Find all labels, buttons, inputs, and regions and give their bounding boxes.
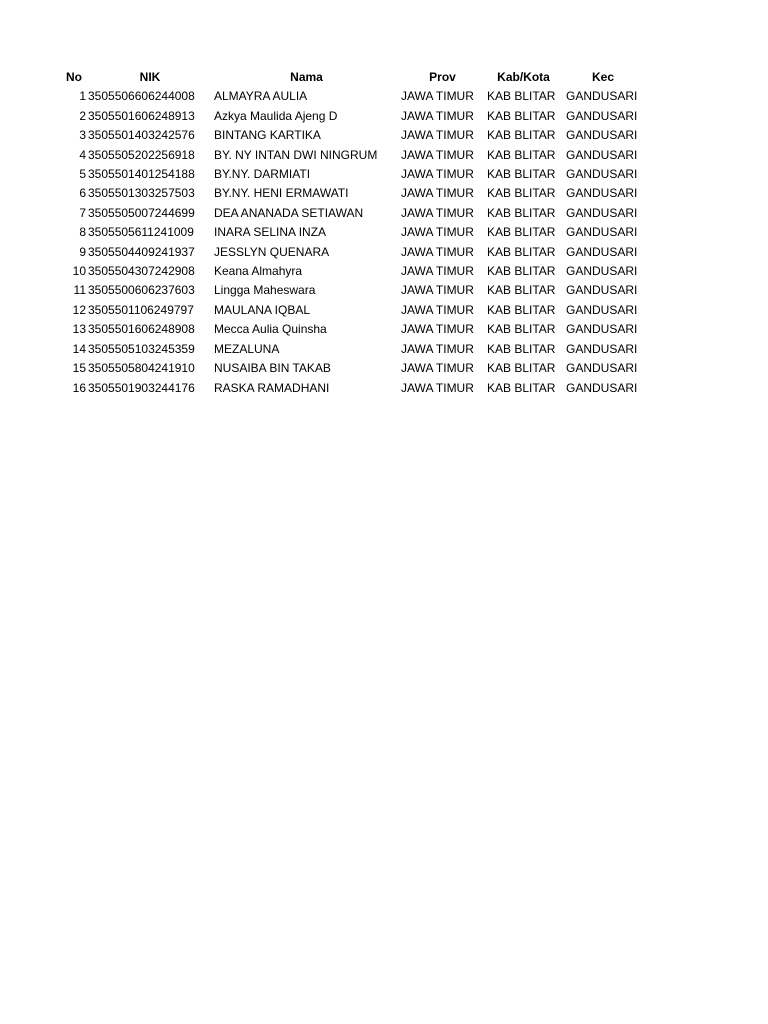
cell-kec: GANDUSARI [566, 167, 638, 182]
cell-nik: 3505501903244176 [88, 380, 195, 395]
cell-no: 7 [79, 205, 86, 220]
cell-kec: GANDUSARI [566, 128, 638, 143]
data-table [62, 68, 643, 398]
cell-no: 2 [79, 108, 86, 123]
cell-no: 14 [72, 341, 86, 356]
cell-prov: JAWA TIMUR [401, 322, 474, 337]
cell-kab-kota: KAB BLITAR [487, 147, 556, 162]
cell-kec: GANDUSARI [566, 341, 638, 356]
cell-kec: GANDUSARI [566, 147, 638, 162]
cell-prov: JAWA TIMUR [401, 341, 474, 356]
table-body [62, 87, 643, 398]
table-row [62, 243, 643, 262]
cell-nik: 3505505103245359 [88, 341, 195, 356]
table-row [62, 262, 643, 281]
table-row [62, 379, 643, 398]
cell-prov: JAWA TIMUR [401, 264, 474, 279]
cell-kab-kota: KAB BLITAR [487, 264, 556, 279]
cell-kab-kota: KAB BLITAR [487, 244, 556, 259]
cell-nama: ALMAYRA AULIA [214, 89, 308, 104]
table-row [62, 281, 643, 300]
cell-kab-kota: KAB BLITAR [487, 205, 556, 220]
cell-kab-kota: KAB BLITAR [487, 108, 556, 123]
cell-kec: GANDUSARI [566, 380, 638, 395]
cell-nama: MAULANA IQBAL [214, 302, 311, 317]
spreadsheet-page [62, 68, 643, 398]
cell-kec: GANDUSARI [566, 361, 638, 376]
cell-kec: GANDUSARI [566, 225, 638, 240]
cell-nik: 3505505804241910 [88, 361, 195, 376]
cell-kec: GANDUSARI [566, 283, 638, 298]
cell-nama: NUSAIBA BIN TAKAB [214, 361, 331, 376]
cell-kab-kota: KAB BLITAR [487, 283, 556, 298]
cell-nama: RASKA RAMADHANI [214, 380, 330, 395]
cell-nik: 3505501606248913 [88, 108, 195, 123]
cell-prov: JAWA TIMUR [401, 302, 474, 317]
table-row [62, 184, 643, 203]
cell-nama: INARA SELINA INZA [214, 225, 327, 240]
cell-prov: JAWA TIMUR [401, 89, 474, 104]
cell-prov: JAWA TIMUR [401, 108, 474, 123]
cell-prov: JAWA TIMUR [401, 147, 474, 162]
cell-prov: JAWA TIMUR [401, 244, 474, 259]
cell-no: 5 [79, 167, 86, 182]
cell-kab-kota: KAB BLITAR [487, 322, 556, 337]
cell-no: 16 [72, 380, 86, 395]
table-row [62, 165, 643, 184]
cell-no: 12 [72, 302, 86, 317]
cell-nik: 3505506606244008 [88, 89, 195, 104]
cell-prov: JAWA TIMUR [401, 225, 474, 240]
cell-nik: 3505505007244699 [88, 205, 195, 220]
cell-prov: JAWA TIMUR [401, 128, 474, 143]
header-nama: Nama [290, 70, 323, 84]
cell-kab-kota: KAB BLITAR [487, 128, 556, 143]
table-row [62, 107, 643, 126]
table-row [62, 359, 643, 378]
header-kec: Kec [591, 70, 614, 84]
cell-nama: Lingga Maheswara [214, 283, 316, 298]
cell-nik: 3505504307242908 [88, 264, 195, 279]
table-row [62, 320, 643, 339]
cell-nik: 3505501106249797 [88, 302, 194, 317]
cell-kec: GANDUSARI [566, 89, 638, 104]
cell-kab-kota: KAB BLITAR [487, 341, 556, 356]
table-row [62, 301, 643, 320]
cell-nama: Keana Almahyra [214, 264, 303, 279]
cell-kec: GANDUSARI [566, 205, 638, 220]
cell-kab-kota: KAB BLITAR [487, 167, 556, 182]
cell-nik: 3505501606248908 [88, 322, 195, 337]
cell-nama: BINTANG KARTIKA [214, 128, 321, 143]
cell-nama: DEA ANANADA SETIAWAN [214, 205, 364, 220]
cell-prov: JAWA TIMUR [401, 186, 474, 201]
header-no: No [66, 70, 82, 84]
cell-prov: JAWA TIMUR [401, 361, 474, 376]
table-row [62, 204, 643, 223]
cell-no: 11 [73, 283, 86, 298]
cell-kab-kota: KAB BLITAR [487, 89, 556, 104]
cell-no: 6 [79, 186, 86, 201]
cell-kab-kota: KAB BLITAR [487, 361, 556, 376]
cell-nama: BY.NY. HENI ERMAWATI [214, 186, 349, 201]
cell-kec: GANDUSARI [566, 244, 638, 259]
table-row [62, 87, 643, 106]
cell-kab-kota: KAB BLITAR [487, 225, 556, 240]
cell-nama: MEZALUNA [214, 341, 280, 356]
cell-nik: 3505501401254188 [88, 167, 195, 182]
cell-no: 10 [72, 264, 86, 279]
cell-prov: JAWA TIMUR [401, 205, 474, 220]
cell-nik: 3505505202256918 [88, 147, 195, 162]
cell-no: 8 [79, 225, 86, 240]
cell-prov: JAWA TIMUR [401, 167, 474, 182]
cell-no: 4 [79, 147, 86, 162]
cell-kab-kota: KAB BLITAR [487, 186, 556, 201]
cell-kec: GANDUSARI [566, 322, 638, 337]
header-nik: NIK [139, 70, 161, 84]
cell-no: 3 [79, 128, 86, 143]
cell-kec: GANDUSARI [566, 186, 638, 201]
cell-nik: 3505505611241009 [88, 225, 194, 240]
cell-nama: JESSLYN QUENARA [214, 244, 330, 259]
header-prov: Prov [429, 70, 456, 84]
table-row [62, 223, 643, 242]
cell-nik: 3505500606237603 [88, 283, 195, 298]
cell-prov: JAWA TIMUR [401, 380, 474, 395]
cell-kab-kota: KAB BLITAR [487, 302, 556, 317]
cell-no: 1 [79, 89, 86, 104]
cell-nama: BY.NY. DARMIATI [214, 167, 311, 182]
table-header-row [62, 68, 643, 87]
header-kab-kota: Kab/Kota [497, 70, 550, 84]
cell-nik: 3505501403242576 [88, 128, 195, 143]
cell-no: 15 [72, 361, 86, 376]
table-row [62, 146, 643, 165]
cell-kec: GANDUSARI [566, 302, 638, 317]
cell-kab-kota: KAB BLITAR [487, 380, 556, 395]
cell-nama: Azkya Maulida Ajeng D [214, 108, 338, 123]
cell-nama: Mecca Aulia Quinsha [214, 322, 327, 337]
cell-kec: GANDUSARI [566, 108, 638, 123]
cell-prov: JAWA TIMUR [401, 283, 474, 298]
cell-no: 13 [72, 322, 86, 337]
cell-kec: GANDUSARI [566, 264, 638, 279]
cell-nik: 3505504409241937 [88, 244, 195, 259]
cell-nama: BY. NY INTAN DWI NINGRUM [214, 147, 378, 162]
table-row [62, 340, 643, 359]
cell-no: 9 [79, 244, 86, 259]
cell-nik: 3505501303257503 [88, 186, 195, 201]
table-row [62, 126, 643, 145]
